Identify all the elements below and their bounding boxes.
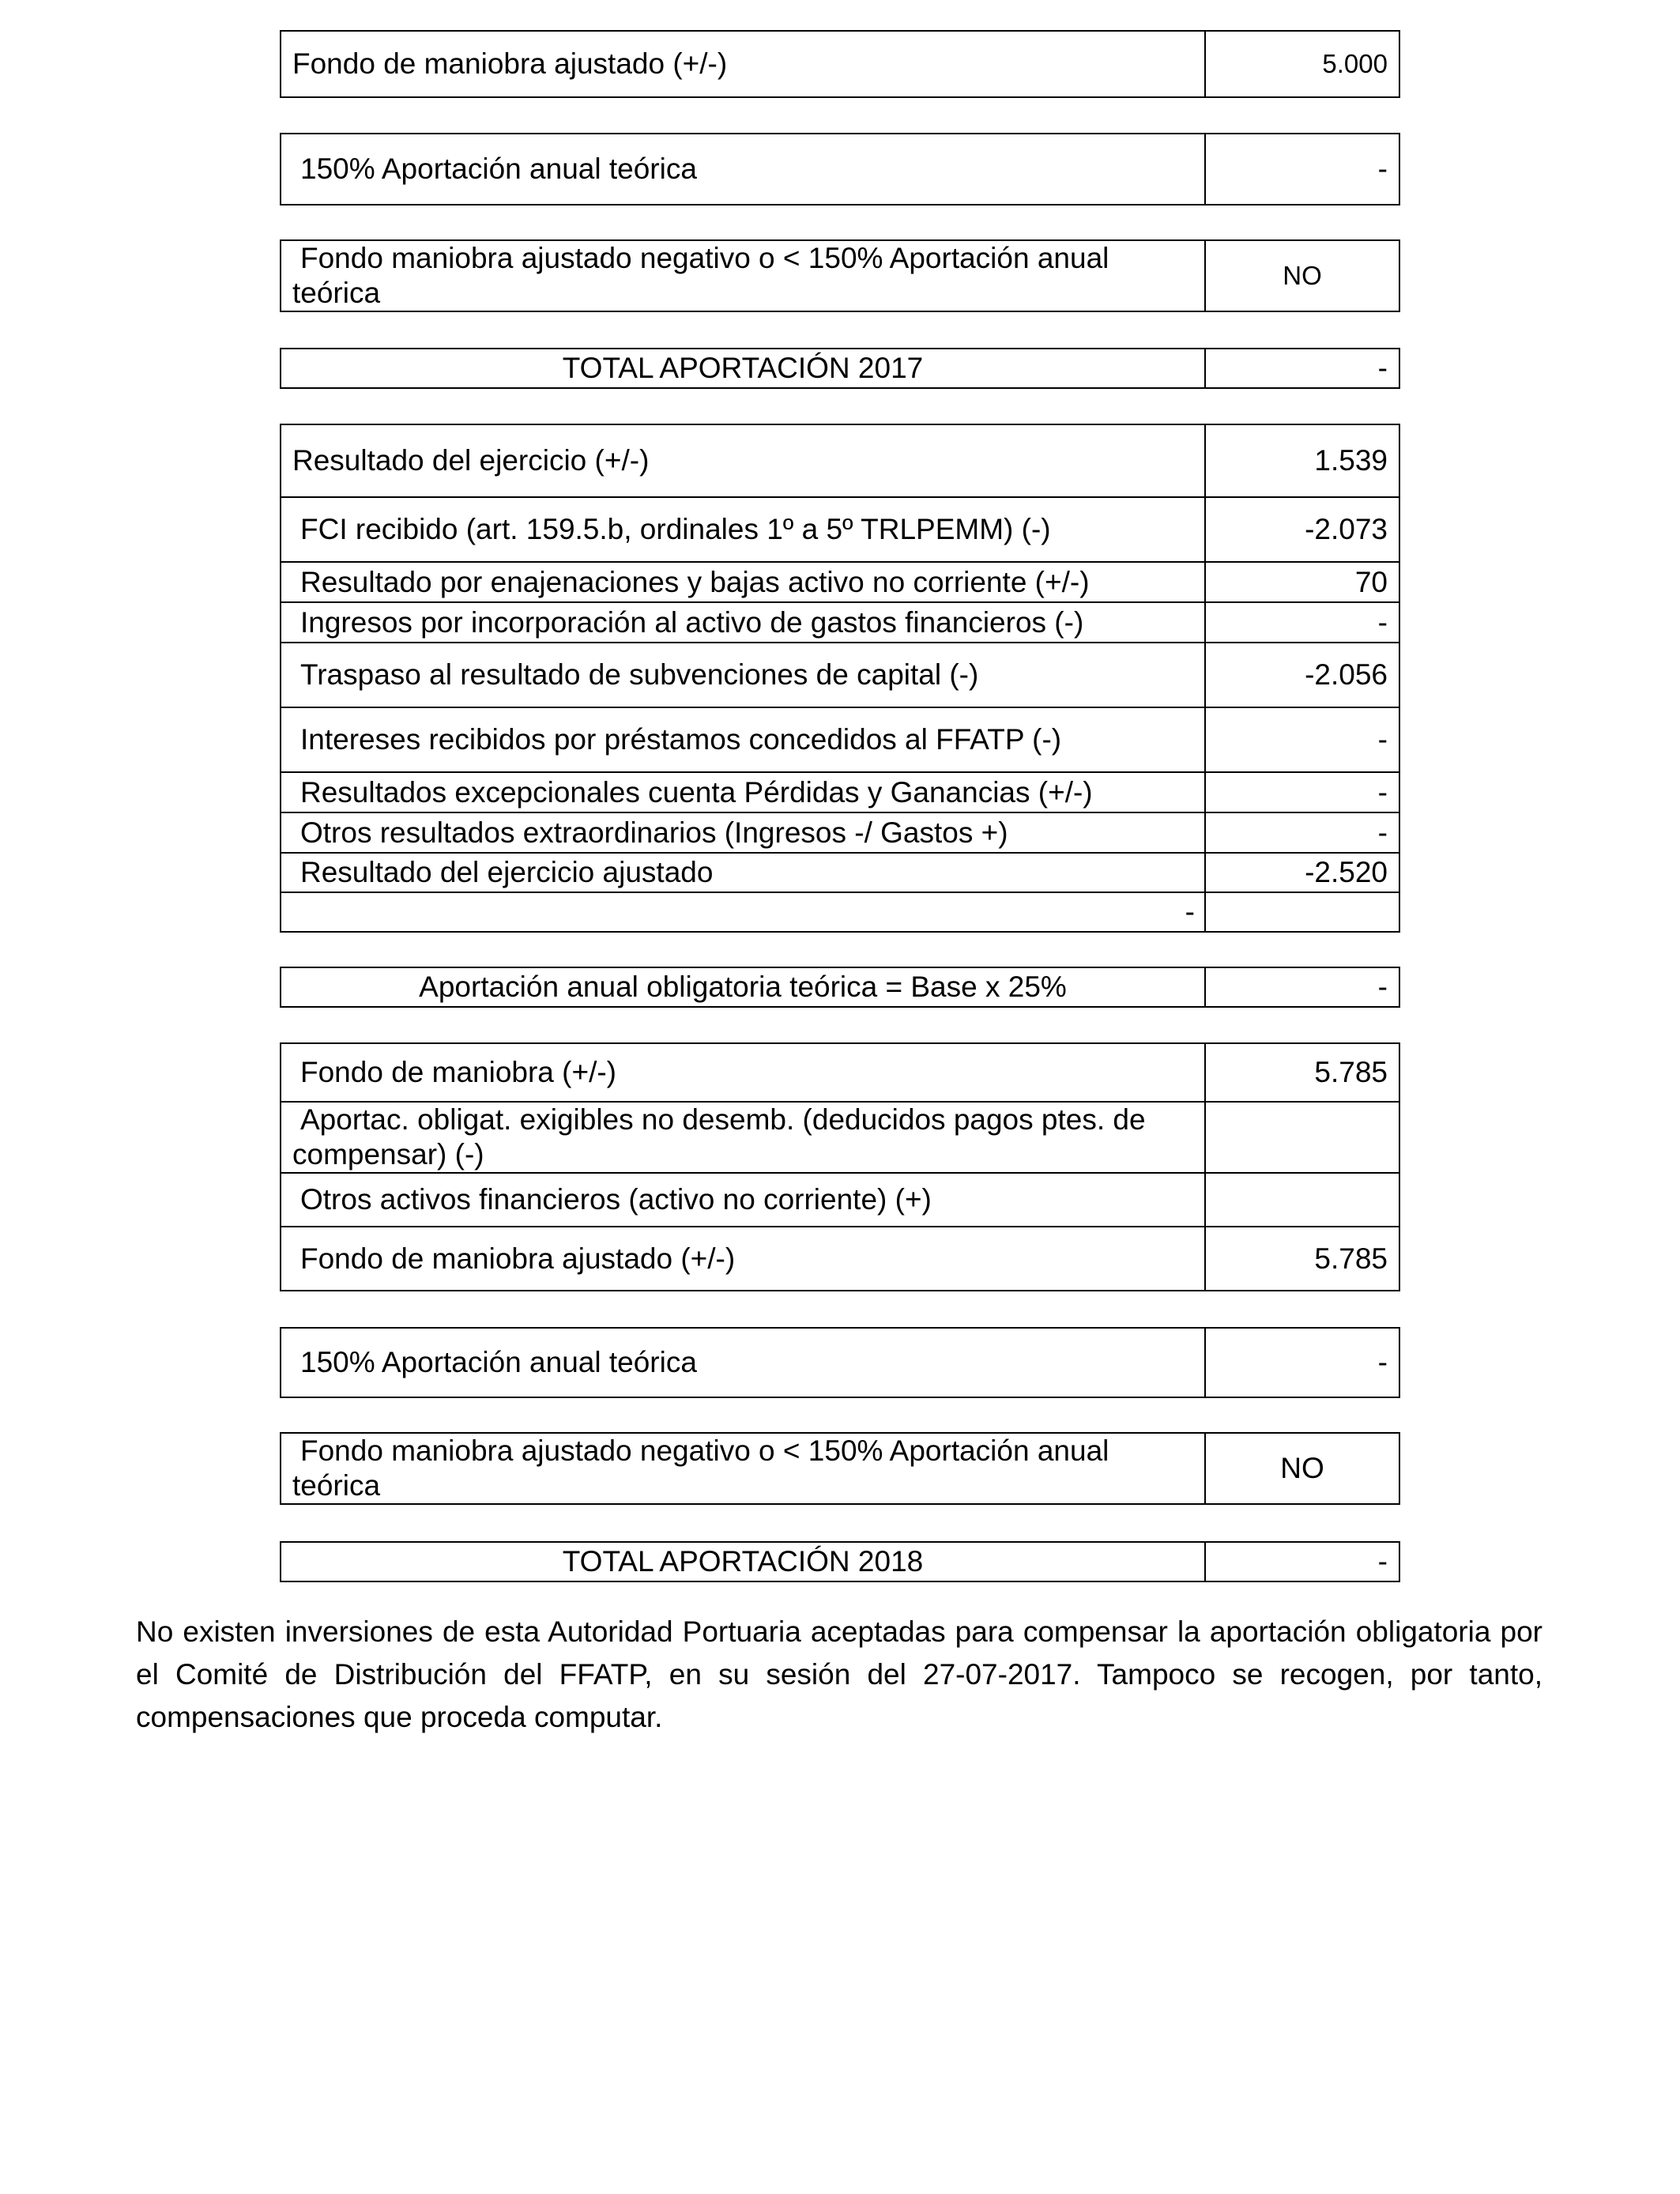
condicion-label bbox=[281, 240, 1205, 311]
table-row bbox=[281, 602, 1399, 643]
resultado-row-value: -2.056 bbox=[1205, 643, 1399, 707]
total-2018-table bbox=[280, 1541, 1400, 1582]
aportacion-teorica-table bbox=[280, 967, 1400, 1008]
total-2018-label: TOTAL APORTACIÓN 2018 bbox=[281, 1542, 1205, 1581]
fondo-row-label bbox=[281, 1102, 1205, 1173]
table-row bbox=[281, 1227, 1399, 1291]
total-2017-table bbox=[280, 348, 1400, 389]
table-row bbox=[281, 562, 1399, 602]
condicion-label-line1: Fondo maniobra ajustado negativo o < 150% Aportación anual bbox=[300, 242, 1109, 274]
fondo-row-label-line2: compensar) (-) bbox=[292, 1138, 484, 1171]
resultado-row-label: Resultados excepcionales cuenta Pérdidas y Ganancias (+/-) bbox=[281, 772, 1205, 812]
table-row bbox=[281, 772, 1399, 812]
condicion-2018-value: NO bbox=[1205, 1433, 1399, 1504]
resultado-row-value: 70 bbox=[1205, 562, 1399, 602]
aportacion-teorica-value: - bbox=[1205, 967, 1399, 1007]
compensation-paragraph: No existen inversiones de esta Autoridad Portuaria aceptadas para compensar la aportación obligatoria por el Comité de Distribución del FFATP, en su sesión del 27-07-2017. Tampoco se recogen, por tanto, compensaciones que proceda computar. bbox=[136, 1615, 1543, 1733]
aportacion-150-2017-table bbox=[280, 133, 1400, 205]
fondo-row-label: Otros activos financieros (activo no corriente) (+) bbox=[281, 1173, 1205, 1227]
table-row bbox=[281, 1043, 1399, 1102]
resultado-table bbox=[280, 424, 1400, 933]
condicion-2018-label-line2: teórica bbox=[292, 1469, 381, 1502]
resultado-row-label: FCI recibido (art. 159.5.b, ordinales 1º a 5º TRLPEMM) (-) bbox=[281, 497, 1205, 562]
condicion-value: NO bbox=[1205, 240, 1399, 311]
fondo-ajustado-label: Fondo de maniobra ajustado (+/-) bbox=[281, 31, 1205, 97]
table-row bbox=[281, 497, 1399, 562]
aportacion-teorica-label: Aportación anual obligatoria teórica = Base x 25% bbox=[281, 967, 1205, 1007]
resultado-row-value: - bbox=[1205, 812, 1399, 853]
table-row bbox=[281, 643, 1399, 707]
total-2017-label: TOTAL APORTACIÓN 2017 bbox=[281, 349, 1205, 388]
fondo-row-value bbox=[1205, 1173, 1399, 1227]
resultado-row-value: 1.539 bbox=[1205, 424, 1399, 497]
fondo-row-label: Fondo de maniobra (+/-) bbox=[281, 1043, 1205, 1102]
resultado-extra-left: - bbox=[281, 892, 1205, 932]
resultado-row-label: Traspaso al resultado de subvenciones de capital (-) bbox=[281, 643, 1205, 707]
condicion-2018-label bbox=[281, 1433, 1205, 1504]
resultado-row-value: -2.073 bbox=[1205, 497, 1399, 562]
table-row bbox=[281, 892, 1399, 932]
total-2017-value: - bbox=[1205, 349, 1399, 388]
table-row bbox=[281, 707, 1399, 772]
resultado-row-label: Otros resultados extraordinarios (Ingresos -/ Gastos +) bbox=[281, 812, 1205, 853]
fondo-row-value: 5.785 bbox=[1205, 1227, 1399, 1291]
total-2018-value: - bbox=[1205, 1542, 1399, 1581]
resultado-row-label: Ingresos por incorporación al activo de gastos financieros (-) bbox=[281, 602, 1205, 643]
fondo-maniobra-table bbox=[280, 1042, 1400, 1291]
table-row bbox=[281, 1102, 1399, 1173]
aportacion-150-label: 150% Aportación anual teórica bbox=[281, 134, 1205, 205]
resultado-row-value: - bbox=[1205, 602, 1399, 643]
condicion-2018-table bbox=[280, 1432, 1400, 1505]
table-row bbox=[281, 424, 1399, 497]
resultado-extra-right bbox=[1205, 892, 1399, 932]
resultado-row-label: Resultado del ejercicio ajustado bbox=[281, 853, 1205, 892]
condicion-2017-table bbox=[280, 239, 1400, 312]
table-row bbox=[281, 1173, 1399, 1227]
fondo-row-label: Fondo de maniobra ajustado (+/-) bbox=[281, 1227, 1205, 1291]
resultado-row-label: Resultado por enajenaciones y bajas activo no corriente (+/-) bbox=[281, 562, 1205, 602]
fondo-ajustado-value: 5.000 bbox=[1205, 31, 1399, 97]
table-row bbox=[281, 812, 1399, 853]
resultado-row-label: Intereses recibidos por préstamos concedidos al FFATP (-) bbox=[281, 707, 1205, 772]
resultado-row-label: Resultado del ejercicio (+/-) bbox=[281, 424, 1205, 497]
aportacion-150-value: - bbox=[1205, 134, 1399, 205]
resultado-row-value: - bbox=[1205, 772, 1399, 812]
resultado-row-value: -2.520 bbox=[1205, 853, 1399, 892]
aportacion-150-2018-label: 150% Aportación anual teórica bbox=[281, 1328, 1205, 1397]
condicion-label-line2: teórica bbox=[292, 277, 381, 309]
aportacion-150-2018-table bbox=[280, 1327, 1400, 1398]
fondo-ajustado-2017-table bbox=[280, 30, 1400, 98]
fondo-row-value: 5.785 bbox=[1205, 1043, 1399, 1102]
fondo-row-label-line1: Aportac. obligat. exigibles no desemb. (deducidos pagos ptes. de bbox=[300, 1103, 1146, 1136]
condicion-2018-label-line1: Fondo maniobra ajustado negativo o < 150% Aportación anual bbox=[300, 1434, 1109, 1467]
fondo-row-value bbox=[1205, 1102, 1399, 1173]
table-row bbox=[281, 853, 1399, 892]
resultado-row-value: - bbox=[1205, 707, 1399, 772]
aportacion-150-2018-value: - bbox=[1205, 1328, 1399, 1397]
